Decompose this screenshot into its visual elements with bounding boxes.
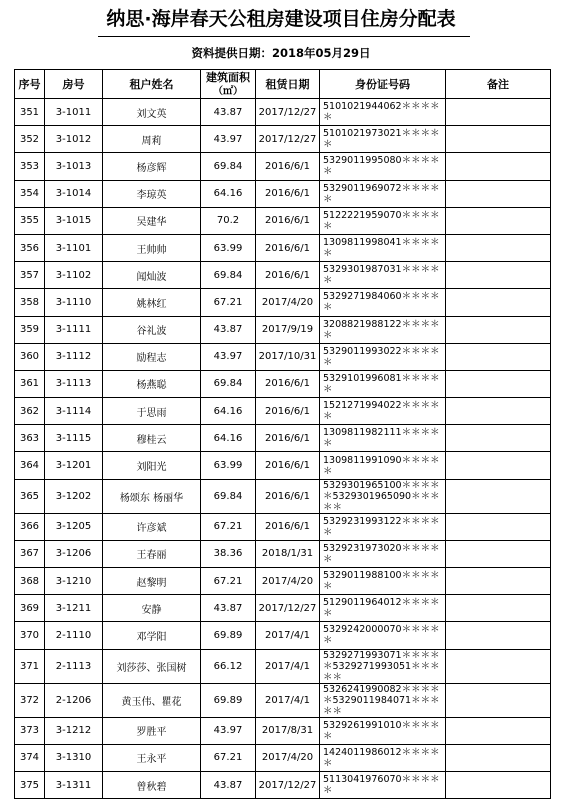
cell-area: 69.89 bbox=[201, 622, 256, 649]
cell-name: 刘文英 bbox=[103, 99, 201, 126]
cell-date: 2017/4/1 bbox=[256, 622, 320, 649]
cell-area: 38.36 bbox=[201, 540, 256, 567]
cell-name: 谷礼波 bbox=[103, 316, 201, 343]
cell-name: 安静 bbox=[103, 595, 201, 622]
cell-room: 3-1011 bbox=[45, 99, 103, 126]
cell-room: 3-1114 bbox=[45, 398, 103, 425]
cell-seq: 352 bbox=[15, 126, 45, 153]
cell-name: 姚林红 bbox=[103, 289, 201, 316]
table-row bbox=[15, 289, 551, 316]
table-header-row bbox=[15, 70, 551, 99]
cell-seq: 364 bbox=[15, 452, 45, 479]
table-row bbox=[15, 717, 551, 744]
cell-date: 2017/4/20 bbox=[256, 289, 320, 316]
cell-id-number: 5101021944062＊＊＊＊＊ bbox=[320, 99, 446, 126]
cell-area: 43.87 bbox=[201, 316, 256, 343]
cell-date: 2016/6/1 bbox=[256, 425, 320, 452]
cell-name: 穆桂云 bbox=[103, 425, 201, 452]
cell-area: 67.21 bbox=[201, 513, 256, 540]
cell-note bbox=[446, 234, 551, 261]
cell-note bbox=[446, 343, 551, 370]
title-underline bbox=[98, 36, 470, 37]
allocation-table bbox=[14, 69, 551, 799]
table-row bbox=[15, 568, 551, 595]
cell-name: 吴建华 bbox=[103, 207, 201, 234]
cell-name: 曾秋碧 bbox=[103, 771, 201, 798]
cell-seq: 369 bbox=[15, 595, 45, 622]
cell-note bbox=[446, 289, 551, 316]
cell-name: 黄玉伟、瞿花 bbox=[103, 683, 201, 717]
header-date: 租赁日期 bbox=[256, 70, 320, 99]
header-area-unit: （㎡） bbox=[213, 85, 243, 97]
table-row bbox=[15, 540, 551, 567]
cell-date: 2017/4/20 bbox=[256, 744, 320, 771]
table-body bbox=[15, 99, 551, 799]
cell-date: 2017/12/27 bbox=[256, 99, 320, 126]
cell-note bbox=[446, 207, 551, 234]
cell-id-number: 5329271993071＊＊＊＊＊5329271993051＊＊＊＊＊ bbox=[320, 649, 446, 683]
header-area-label: 建筑面积 bbox=[206, 70, 250, 84]
cell-note bbox=[446, 126, 551, 153]
cell-seq: 361 bbox=[15, 370, 45, 397]
table-row bbox=[15, 316, 551, 343]
cell-area: 69.84 bbox=[201, 262, 256, 289]
cell-note bbox=[446, 479, 551, 513]
cell-date: 2017/4/20 bbox=[256, 568, 320, 595]
cell-id-number: 5329231973020＊＊＊＊＊ bbox=[320, 540, 446, 567]
cell-room: 3-1102 bbox=[45, 262, 103, 289]
table-row bbox=[15, 153, 551, 180]
cell-date: 2017/9/19 bbox=[256, 316, 320, 343]
cell-area: 43.87 bbox=[201, 595, 256, 622]
cell-date: 2016/6/1 bbox=[256, 513, 320, 540]
cell-id-number: 1424011986012＊＊＊＊＊ bbox=[320, 744, 446, 771]
cell-room: 3-1115 bbox=[45, 425, 103, 452]
cell-seq: 367 bbox=[15, 540, 45, 567]
cell-id-number: 5329242000070＊＊＊＊＊ bbox=[320, 622, 446, 649]
cell-room: 3-1311 bbox=[45, 771, 103, 798]
cell-name: 杨彦辉 bbox=[103, 153, 201, 180]
cell-seq: 363 bbox=[15, 425, 45, 452]
table-row bbox=[15, 180, 551, 207]
table-row bbox=[15, 513, 551, 540]
cell-area: 43.97 bbox=[201, 126, 256, 153]
cell-id-number: 5329301987031＊＊＊＊＊ bbox=[320, 262, 446, 289]
cell-area: 43.97 bbox=[201, 343, 256, 370]
cell-date: 2016/6/1 bbox=[256, 234, 320, 261]
cell-note bbox=[446, 398, 551, 425]
cell-seq: 366 bbox=[15, 513, 45, 540]
cell-id-number: 3208821988122＊＊＊＊＊ bbox=[320, 316, 446, 343]
cell-date: 2017/4/1 bbox=[256, 649, 320, 683]
cell-room: 2-1110 bbox=[45, 622, 103, 649]
cell-note bbox=[446, 622, 551, 649]
cell-name: 赵黎明 bbox=[103, 568, 201, 595]
cell-date: 2016/6/1 bbox=[256, 452, 320, 479]
cell-seq: 371 bbox=[15, 649, 45, 683]
table-row bbox=[15, 622, 551, 649]
cell-id-number: 5326241990082＊＊＊＊＊5329011984071＊＊＊＊＊ bbox=[320, 683, 446, 717]
cell-id-number: 5329101996081＊＊＊＊＊ bbox=[320, 370, 446, 397]
table-row bbox=[15, 595, 551, 622]
table-row bbox=[15, 370, 551, 397]
cell-note bbox=[446, 595, 551, 622]
cell-room: 3-1014 bbox=[45, 180, 103, 207]
cell-room: 3-1012 bbox=[45, 126, 103, 153]
header-area bbox=[201, 70, 256, 99]
cell-name: 杨颂东 杨丽华 bbox=[103, 479, 201, 513]
cell-id-number: 5329271984060＊＊＊＊＊ bbox=[320, 289, 446, 316]
cell-date: 2017/10/31 bbox=[256, 343, 320, 370]
cell-seq: 370 bbox=[15, 622, 45, 649]
table-row bbox=[15, 744, 551, 771]
cell-date: 2017/12/27 bbox=[256, 771, 320, 798]
cell-area: 66.12 bbox=[201, 649, 256, 683]
cell-room: 3-1202 bbox=[45, 479, 103, 513]
cell-name: 王永平 bbox=[103, 744, 201, 771]
cell-name: 邓学阳 bbox=[103, 622, 201, 649]
cell-name: 于思雨 bbox=[103, 398, 201, 425]
cell-note bbox=[446, 99, 551, 126]
cell-room: 3-1101 bbox=[45, 234, 103, 261]
cell-name: 刘莎莎、张国树 bbox=[103, 649, 201, 683]
cell-note bbox=[446, 452, 551, 479]
cell-seq: 357 bbox=[15, 262, 45, 289]
table-row bbox=[15, 398, 551, 425]
cell-room: 3-1113 bbox=[45, 370, 103, 397]
table-row bbox=[15, 771, 551, 798]
cell-room: 3-1110 bbox=[45, 289, 103, 316]
cell-area: 69.89 bbox=[201, 683, 256, 717]
cell-room: 3-1212 bbox=[45, 717, 103, 744]
cell-area: 43.97 bbox=[201, 717, 256, 744]
header-room: 房号 bbox=[45, 70, 103, 99]
cell-seq: 358 bbox=[15, 289, 45, 316]
cell-area: 43.87 bbox=[201, 99, 256, 126]
cell-seq: 356 bbox=[15, 234, 45, 261]
cell-room: 3-1015 bbox=[45, 207, 103, 234]
cell-room: 3-1310 bbox=[45, 744, 103, 771]
header-name: 租户姓名 bbox=[103, 70, 201, 99]
cell-seq: 362 bbox=[15, 398, 45, 425]
cell-room: 3-1206 bbox=[45, 540, 103, 567]
cell-note bbox=[446, 262, 551, 289]
cell-room: 3-1201 bbox=[45, 452, 103, 479]
cell-date: 2016/6/1 bbox=[256, 370, 320, 397]
cell-area: 64.16 bbox=[201, 180, 256, 207]
cell-room: 2-1206 bbox=[45, 683, 103, 717]
cell-area: 63.99 bbox=[201, 452, 256, 479]
table-row bbox=[15, 99, 551, 126]
cell-id-number: 5329011969072＊＊＊＊＊ bbox=[320, 180, 446, 207]
cell-name: 刘阳光 bbox=[103, 452, 201, 479]
cell-area: 64.16 bbox=[201, 425, 256, 452]
table-row bbox=[15, 343, 551, 370]
cell-area: 67.21 bbox=[201, 289, 256, 316]
cell-area: 69.84 bbox=[201, 479, 256, 513]
table-row bbox=[15, 126, 551, 153]
cell-id-number: 5129011964012＊＊＊＊＊ bbox=[320, 595, 446, 622]
cell-note bbox=[446, 370, 551, 397]
cell-note bbox=[446, 568, 551, 595]
cell-room: 3-1211 bbox=[45, 595, 103, 622]
cell-note bbox=[446, 316, 551, 343]
table-row bbox=[15, 683, 551, 717]
cell-name: 闻灿波 bbox=[103, 262, 201, 289]
cell-id-number: 5329231993122＊＊＊＊＊ bbox=[320, 513, 446, 540]
cell-date: 2018/1/31 bbox=[256, 540, 320, 567]
cell-date: 2017/12/27 bbox=[256, 126, 320, 153]
cell-id-number: 1309811998041＊＊＊＊＊ bbox=[320, 234, 446, 261]
cell-note bbox=[446, 744, 551, 771]
cell-name: 杨燕聪 bbox=[103, 370, 201, 397]
table-row bbox=[15, 262, 551, 289]
table-row bbox=[15, 649, 551, 683]
cell-room: 3-1111 bbox=[45, 316, 103, 343]
cell-name: 罗胜平 bbox=[103, 717, 201, 744]
cell-id-number: 5329261991010＊＊＊＊＊ bbox=[320, 717, 446, 744]
cell-seq: 353 bbox=[15, 153, 45, 180]
cell-date: 2016/6/1 bbox=[256, 262, 320, 289]
cell-seq: 368 bbox=[15, 568, 45, 595]
cell-room: 3-1210 bbox=[45, 568, 103, 595]
cell-name: 王春丽 bbox=[103, 540, 201, 567]
cell-date: 2016/6/1 bbox=[256, 153, 320, 180]
cell-name: 王帅帅 bbox=[103, 234, 201, 261]
table-row bbox=[15, 234, 551, 261]
cell-date: 2016/6/1 bbox=[256, 180, 320, 207]
cell-id-number: 5113041976070＊＊＊＊＊ bbox=[320, 771, 446, 798]
cell-name: 李琼英 bbox=[103, 180, 201, 207]
cell-date: 2017/8/31 bbox=[256, 717, 320, 744]
cell-seq: 374 bbox=[15, 744, 45, 771]
cell-area: 70.2 bbox=[201, 207, 256, 234]
cell-room: 3-1205 bbox=[45, 513, 103, 540]
cell-date: 2016/6/1 bbox=[256, 479, 320, 513]
cell-note bbox=[446, 771, 551, 798]
cell-note bbox=[446, 153, 551, 180]
cell-room: 3-1013 bbox=[45, 153, 103, 180]
cell-area: 69.84 bbox=[201, 153, 256, 180]
cell-note bbox=[446, 683, 551, 717]
cell-name: 励程志 bbox=[103, 343, 201, 370]
document-title: 纳思·海岸春天公租房建设项目住房分配表 bbox=[106, 8, 456, 30]
cell-seq: 355 bbox=[15, 207, 45, 234]
cell-note bbox=[446, 425, 551, 452]
table-row bbox=[15, 479, 551, 513]
cell-id-number: 5329011995080＊＊＊＊＊ bbox=[320, 153, 446, 180]
cell-seq: 372 bbox=[15, 683, 45, 717]
cell-note bbox=[446, 513, 551, 540]
cell-seq: 365 bbox=[15, 479, 45, 513]
cell-name: 许彦斌 bbox=[103, 513, 201, 540]
cell-id-number: 1309811982111＊＊＊＊＊ bbox=[320, 425, 446, 452]
cell-room: 3-1112 bbox=[45, 343, 103, 370]
cell-name: 周莉 bbox=[103, 126, 201, 153]
cell-note bbox=[446, 717, 551, 744]
cell-area: 67.21 bbox=[201, 744, 256, 771]
table-row bbox=[15, 425, 551, 452]
cell-seq: 351 bbox=[15, 99, 45, 126]
cell-id-number: 5329011988100＊＊＊＊＊ bbox=[320, 568, 446, 595]
cell-seq: 375 bbox=[15, 771, 45, 798]
cell-id-number: 5122221959070＊＊＊＊＊ bbox=[320, 207, 446, 234]
cell-note bbox=[446, 180, 551, 207]
cell-note bbox=[446, 649, 551, 683]
cell-seq: 360 bbox=[15, 343, 45, 370]
cell-area: 69.84 bbox=[201, 370, 256, 397]
table-row bbox=[15, 452, 551, 479]
header-note: 备注 bbox=[446, 70, 551, 99]
cell-area: 67.21 bbox=[201, 568, 256, 595]
table-row bbox=[15, 207, 551, 234]
cell-id-number: 1521271994022＊＊＊＊＊ bbox=[320, 398, 446, 425]
cell-seq: 373 bbox=[15, 717, 45, 744]
cell-seq: 354 bbox=[15, 180, 45, 207]
cell-date: 2016/6/1 bbox=[256, 398, 320, 425]
cell-date: 2016/6/1 bbox=[256, 207, 320, 234]
header-seq: 序号 bbox=[15, 70, 45, 99]
cell-id-number: 5329011993022＊＊＊＊＊ bbox=[320, 343, 446, 370]
cell-area: 63.99 bbox=[201, 234, 256, 261]
cell-area: 64.16 bbox=[201, 398, 256, 425]
cell-note bbox=[446, 540, 551, 567]
cell-date: 2017/12/27 bbox=[256, 595, 320, 622]
cell-id-number: 5329301965100＊＊＊＊＊5329301965090＊＊＊＊＊ bbox=[320, 479, 446, 513]
header-id: 身份证号码 bbox=[320, 70, 446, 99]
cell-room: 2-1113 bbox=[45, 649, 103, 683]
cell-id-number: 1309811991090＊＊＊＊＊ bbox=[320, 452, 446, 479]
cell-date: 2017/4/1 bbox=[256, 683, 320, 717]
cell-seq: 359 bbox=[15, 316, 45, 343]
cell-area: 43.87 bbox=[201, 771, 256, 798]
document-subtitle: 资料提供日期：2018年05月29日 bbox=[191, 46, 371, 60]
cell-id-number: 5101021973021＊＊＊＊＊ bbox=[320, 126, 446, 153]
